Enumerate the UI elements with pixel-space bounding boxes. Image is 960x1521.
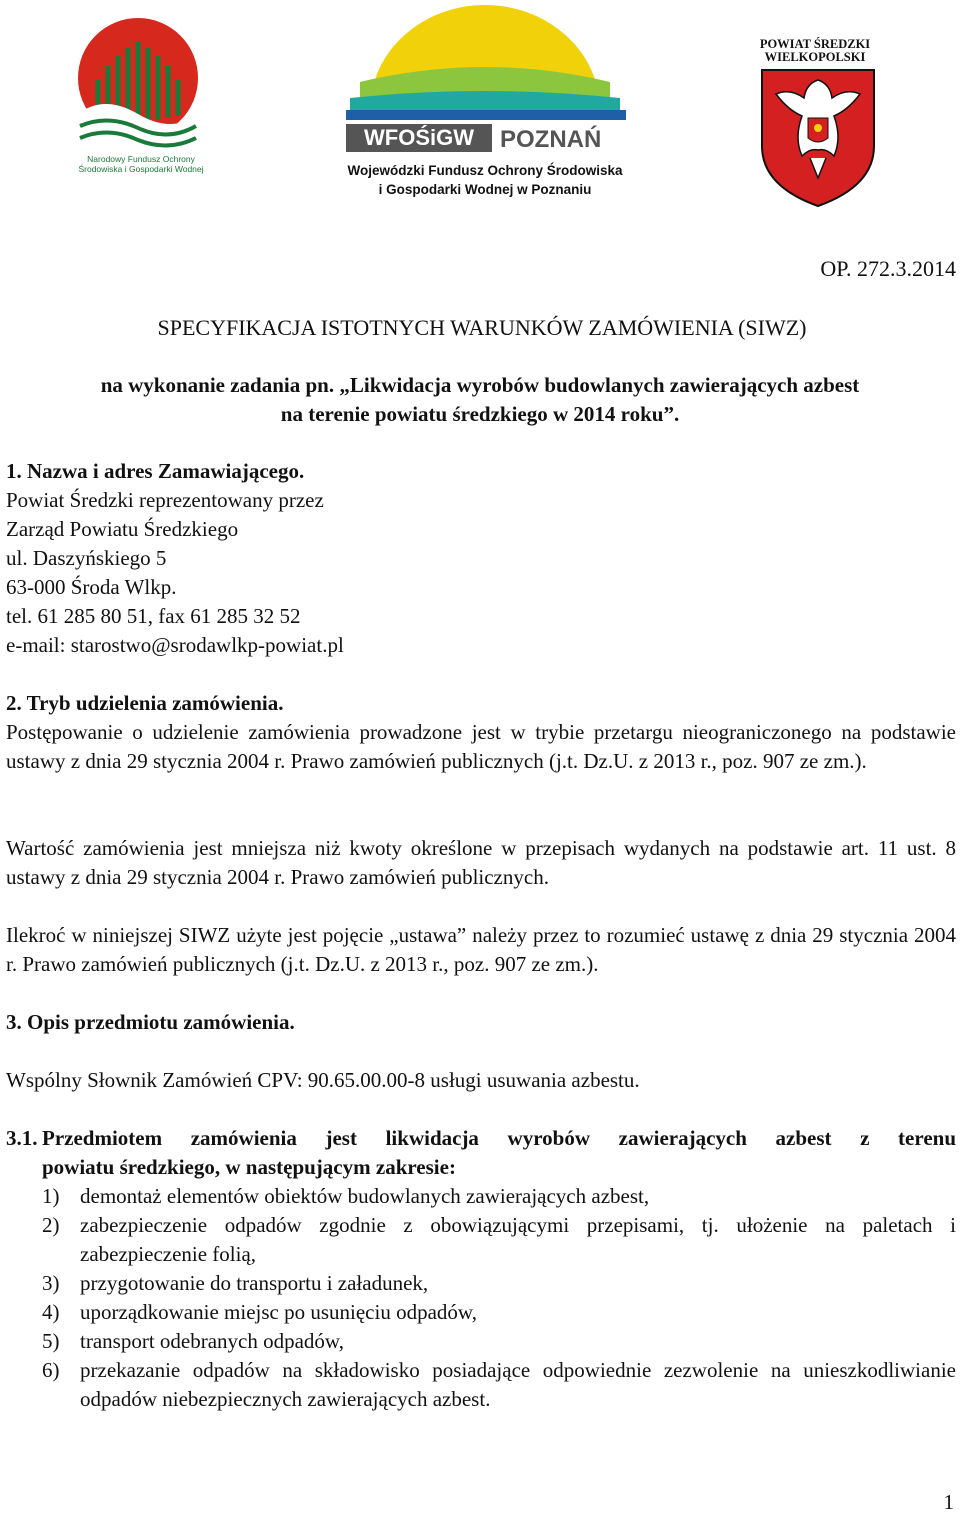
subtitle-line-1: na wykonanie zadania pn. „Likwidacja wyrobów budowlanych zawierających azbest — [100, 373, 860, 397]
list-item-text: uporządkowanie miejsc po usunięciu odpadów, — [80, 1300, 477, 1324]
wfosigw-logo — [330, 2, 640, 202]
list-item-number: 2) — [42, 1213, 60, 1237]
section-3-1-heading-line-1: Przedmiotem zamówienia jest likwidacja wyrobów zawierających azbest z terenu — [42, 1126, 956, 1150]
list-item — [42, 1182, 956, 1211]
list-item-number: 4) — [42, 1300, 60, 1324]
list-item-text: zabezpieczenie odpadów zgodnie z obowiązującymi przepisami, tj. ułożenie na paletach i zabezpieczenie folią, — [80, 1213, 956, 1266]
powiat-logo-line2: WIELKOPOLSKI — [764, 50, 866, 64]
wfosigw-sun-icon — [330, 2, 640, 202]
section-3-1-heading — [42, 1124, 956, 1182]
cpv-code: Wspólny Słownik Zamówień CPV: 90.65.00.00-8 usługi usuwania azbestu. — [6, 1068, 640, 1092]
document-title — [0, 313, 960, 342]
address-email: e-mail: starostwo@srodawlkp-powiat.pl — [6, 633, 344, 657]
scope-list — [42, 1182, 956, 1414]
address-phone: tel. 61 285 80 51, fax 61 285 32 52 — [6, 604, 301, 628]
wfosigw-line1: Wojewódzki Fundusz Ochrony Środowiska — [347, 163, 623, 178]
address-line: Zarząd Powiatu Średzkiego — [6, 517, 239, 541]
address-line: ul. Daszyńskiego 5 — [6, 546, 167, 570]
powiat-logo-line1: POWIAT ŚREDZKI — [759, 37, 871, 51]
list-item — [42, 1327, 956, 1356]
list-item — [42, 1211, 956, 1269]
section-2-heading: 2. Tryb udzielenia zamówienia. — [6, 691, 284, 715]
powiat-logo-name — [755, 38, 875, 64]
section-2-paragraph-2: Wartość zamówienia jest mniejsza niż kwoty określone w przepisach wydanych na podstawie art. 11 ust. 8 ustawy z dnia 29 stycznia 2004 r. Prawo zamówień publicznych. — [6, 836, 956, 889]
nfosigw-logo-text: Narodowy Fundusz Ochrony Środowiska i Gospodarki Wodnej — [78, 154, 204, 174]
list-item — [42, 1356, 956, 1414]
list-item-number: 6) — [42, 1358, 60, 1382]
document-title-text: SPECYFIKACJA ISTOTNYCH WARUNKÓW ZAMÓWIENIA (SIWZ) — [157, 315, 807, 340]
address-line: Powiat Średzki reprezentowany przez — [6, 488, 324, 512]
list-item-text: demontaż elementów obiektów budowlanych zawierających azbest, — [80, 1184, 650, 1208]
section-2-paragraph-1: Postępowanie o udzielenie zamówienia prowadzone jest w trybie przetargu nieograniczonego na podstawie ustawy z dnia 29 stycznia 2004 r. Prawo zamówień publicznych (j.t. Dz.U. z 2013 r., poz. 907 ze zm.). — [6, 720, 956, 773]
list-item-text: przekazanie odpadów na składowisko posiadające odpowiednie zezwolenie na unieszkodliwianie odpadów niebezpiecznych zawierających azbest. — [80, 1358, 956, 1411]
page-number: 1 — [943, 1490, 954, 1514]
wfosigw-abbr: WFOŚiGW — [364, 125, 474, 150]
wfosigw-line2: i Gospodarki Wodnej w Poznaniu — [378, 182, 592, 197]
section-3-1-heading-line-2: powiatu średzkiego, w następującym zakresie: — [42, 1155, 456, 1179]
list-item-number: 3) — [42, 1271, 60, 1295]
reference-number: OP. 272.3.2014 — [820, 256, 956, 281]
document-subtitle — [0, 371, 960, 429]
list-item — [42, 1298, 956, 1327]
list-item — [42, 1269, 956, 1298]
nfosigw-emblem-icon — [74, 14, 212, 154]
list-item-text: przygotowanie do transportu i załadunek, — [80, 1271, 429, 1295]
section-3-heading: 3. Opis przedmiotu zamówienia. — [6, 1010, 295, 1034]
list-item-number: 5) — [42, 1329, 60, 1353]
section-2-paragraph-3: Ilekroć w niniejszej SIWZ użyte jest pojęcie „ustawa” należy przez to rozumieć ustawę z dnia 29 stycznia 2004 r. Prawo zamówień publicznych (j.t. Dz.U. z 2013 r., poz. 907 ze zm.). — [6, 923, 956, 976]
list-item-number: 1) — [42, 1184, 60, 1208]
address-line: 63-000 Środa Wlkp. — [6, 575, 177, 599]
subtitle-line-2: na terenie powiatu średzkiego w 2014 roku”. — [280, 402, 680, 426]
list-item-text: transport odebranych odpadów, — [80, 1329, 344, 1353]
section-1-heading: 1. Nazwa i adres Zamawiającego. — [6, 459, 305, 483]
wfosigw-city: POZNAŃ — [500, 126, 602, 153]
section-3-1-number: 3.1. — [6, 1126, 38, 1150]
